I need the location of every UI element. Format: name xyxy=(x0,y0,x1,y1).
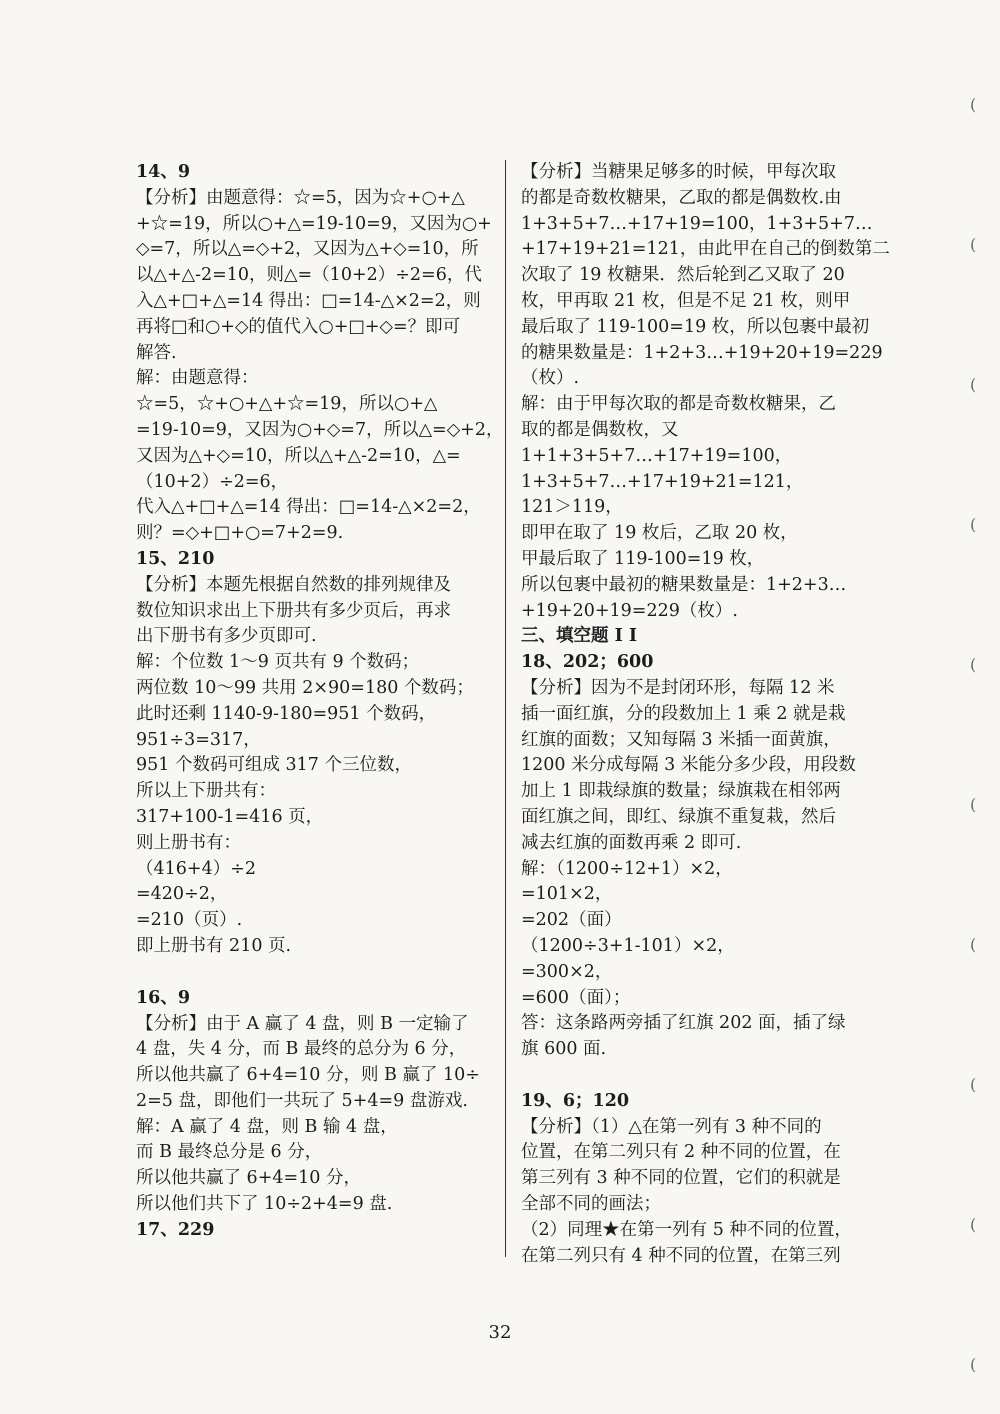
text-line: 所以他们共下了 10÷2+4=9 盘. xyxy=(136,1194,393,1215)
text-line: 1+1+3+5+7…+17+19=100， xyxy=(521,445,793,466)
text-line: 入△+□+△=14 得出：□=14-△×2=2，则 xyxy=(136,290,481,311)
text-line: 的糖果数量是：1+2+3…+19+20+19=229 xyxy=(521,342,883,363)
section-heading: 17、229 xyxy=(136,1219,215,1240)
blank-line xyxy=(521,1063,879,1089)
text-line: 代入△+□+△=14 得出：□=14-△×2=2， xyxy=(136,497,481,518)
text-line: 加上 1 即栽绿旗的数量；绿旗栽在相邻两 xyxy=(521,781,841,802)
edge-mark: ( xyxy=(970,515,977,534)
text-line: 再将□和○+◇的值代入○+□+◇=？即可 xyxy=(136,316,461,337)
text-line: 数位知识求出上下册共有多少页后，再求 xyxy=(136,600,451,621)
text-line: ◇=7，所以△=◇+2，又因为△+◇=10，所 xyxy=(136,239,479,260)
text-line: 全部不同的画法； xyxy=(521,1194,661,1215)
text-line: =300×2， xyxy=(521,961,613,982)
edge-mark: ( xyxy=(970,1215,977,1234)
text-line: 答：这条路两旁插了红旗 202 面，插了绿 xyxy=(521,1013,846,1034)
text-line: 次取了 19 枚糖果．然后轮到乙又取了 20 xyxy=(521,265,845,286)
text-line: 插一面红旗，分的段数加上 1 乘 2 就是栽 xyxy=(521,703,846,724)
text-line: 【分析】（1）△在第一列有 3 种不同的 xyxy=(521,1116,822,1137)
text-line: 4 盘，失 4 分，而 B 最终的总分为 6 分， xyxy=(136,1039,467,1060)
text-line: =210（页）. xyxy=(136,910,243,931)
text-line: 解答. xyxy=(136,342,177,363)
text-line: 以△+△-2=10，则△=（10+2）÷2=6，代 xyxy=(136,265,482,286)
text-line: 旗 600 面. xyxy=(521,1039,607,1060)
section-heading: 15、210 xyxy=(136,548,215,569)
section-heading: 三、填空题 I I xyxy=(521,626,638,647)
text-line: 【分析】因为不是封闭环形，每隔 12 米 xyxy=(521,677,835,698)
text-line: （枚）. xyxy=(521,368,580,389)
text-line: （1200÷3+1-101）×2， xyxy=(521,935,735,956)
edge-mark: ( xyxy=(970,1075,977,1094)
section-heading: 18、202；600 xyxy=(521,652,654,673)
text-line: 【分析】本题先根据自然数的排列规律及 xyxy=(136,574,451,595)
text-line: 又因为△+◇=10，所以△+△-2=10，△= xyxy=(136,445,461,466)
text-line: 所以他共赢了 6+4=10 分， xyxy=(136,1168,361,1189)
text-line: 甲最后取了 119-100=19 枚， xyxy=(521,548,765,569)
text-line: 面红旗之间，即红、绿旗不重复栽，然后 xyxy=(521,806,836,827)
text-line: 所以上下册共有： xyxy=(136,781,276,802)
text-line: 最后取了 119-100=19 枚，所以包裹中最初 xyxy=(521,316,870,337)
section-heading: 19、6；120 xyxy=(521,1090,630,1111)
edge-mark: ( xyxy=(970,235,977,254)
blank-line xyxy=(136,960,492,986)
text-line: 解：由于甲每次取的都是奇数枚糖果，乙 xyxy=(521,394,836,415)
text-line: 在第二列只有 4 种不同的位置，在第三列 xyxy=(521,1245,841,1266)
page-number: 32 xyxy=(488,1322,512,1343)
text-line: 317+100-1=416 页， xyxy=(136,806,324,827)
text-line: 枚，甲再取 21 枚，但是不足 21 枚，则甲 xyxy=(521,290,851,311)
text-line: 而 B 最终总分是 6 分， xyxy=(136,1142,323,1163)
text-line: 则上册书有： xyxy=(136,832,241,853)
text-line: 出下册书有多少页即可. xyxy=(136,626,317,647)
text-line: 取的都是偶数枚，又 xyxy=(521,419,679,440)
text-line: 减去红旗的面数再乘 2 即可. xyxy=(521,832,742,853)
text-line: +☆=19，所以○+△=19-10=9，又因为○+ xyxy=(136,213,492,234)
text-line: 解：A 赢了 4 盘，则 B 输 4 盘， xyxy=(136,1116,398,1137)
text-line: 位置，在第二列只有 2 种不同的位置，在 xyxy=(521,1142,841,1163)
text-line: 951 个数码可组成 317 个三位数， xyxy=(136,755,412,776)
edge-mark: ( xyxy=(970,1355,977,1374)
text-line: =202（面） xyxy=(521,910,622,931)
right-column xyxy=(521,160,890,1269)
text-line: 所以包裹中最初的糖果数量是：1+2+3… xyxy=(521,574,847,595)
text-line: +19+20+19=229（枚）. xyxy=(521,600,738,621)
text-line: =600（面）； xyxy=(521,987,631,1008)
text-line: （10+2）÷2=6， xyxy=(136,471,289,492)
left-column xyxy=(136,160,504,1244)
text-line: ☆=5，☆+○+△+☆=19，所以○+△ xyxy=(136,394,438,415)
text-line: 解：由题意得： xyxy=(136,368,259,389)
text-line: 121＞119， xyxy=(521,497,623,518)
text-line: 第三列有 3 种不同的位置，它们的积就是 xyxy=(521,1168,841,1189)
text-line: 解：（1200÷12+1）×2， xyxy=(521,858,733,879)
edge-mark: ( xyxy=(970,935,977,954)
text-line: 【分析】由于 A 赢了 4 盘，则 B 一定输了 xyxy=(136,1013,469,1034)
text-line: +17+19+21=121，由此甲在自己的倒数第二 xyxy=(521,239,890,260)
text-line: =420÷2， xyxy=(136,884,228,905)
text-line: 即上册书有 210 页. xyxy=(136,935,292,956)
edge-mark: ( xyxy=(970,655,977,674)
text-line: 1+3+5+7…+17+19=100，1+3+5+7… xyxy=(521,213,873,234)
text-line: 【分析】由题意得：☆=5，因为☆+○+△ xyxy=(136,187,465,208)
section-heading: 16、9 xyxy=(136,987,191,1008)
text-line: =101×2， xyxy=(521,884,613,905)
text-line: 则？=◇+□+○=7+2=9. xyxy=(136,523,344,544)
text-line: 2=5 盘，即他们一共玩了 5+4=9 盘游戏. xyxy=(136,1090,468,1111)
edge-mark: ( xyxy=(970,375,977,394)
section-heading: 14、9 xyxy=(136,162,191,182)
text-line: 此时还剩 1140-9-180=951 个数码， xyxy=(136,703,437,724)
text-line: 两位数 10～99 共用 2×90=180 个数码； xyxy=(136,677,474,698)
text-line: （2）同理★在第一列有 5 种不同的位置， xyxy=(521,1219,852,1240)
edge-mark: ( xyxy=(970,95,977,114)
text-line: 1+3+5+7…+17+19+21=121， xyxy=(521,471,804,492)
column-divider xyxy=(505,160,506,1257)
text-line: 951÷3=317， xyxy=(136,729,261,750)
edge-mark: ( xyxy=(970,795,977,814)
text-line: 解：个位数 1～9 页共有 9 个数码； xyxy=(136,652,420,673)
text-line: 所以他共赢了 6+4=10 分，则 B 赢了 10÷ xyxy=(136,1065,480,1086)
text-line: 即甲在取了 19 枚后，乙取 20 枚， xyxy=(521,523,798,544)
text-line: 【分析】当糖果足够多的时候，甲每次取 xyxy=(521,162,836,182)
text-line: 红旗的面数；又知每隔 3 米插一面黄旗， xyxy=(521,729,841,750)
text-line: =19-10=9，又因为○+◇=7，所以△=◇+2， xyxy=(136,419,504,440)
text-line: 的都是奇数枚糖果，乙取的都是偶数枚.由 xyxy=(521,187,842,208)
text-line: （416+4）÷2 xyxy=(136,858,256,879)
text-line: 1200 米分成每隔 3 米能分多少段，用段数 xyxy=(521,755,856,776)
